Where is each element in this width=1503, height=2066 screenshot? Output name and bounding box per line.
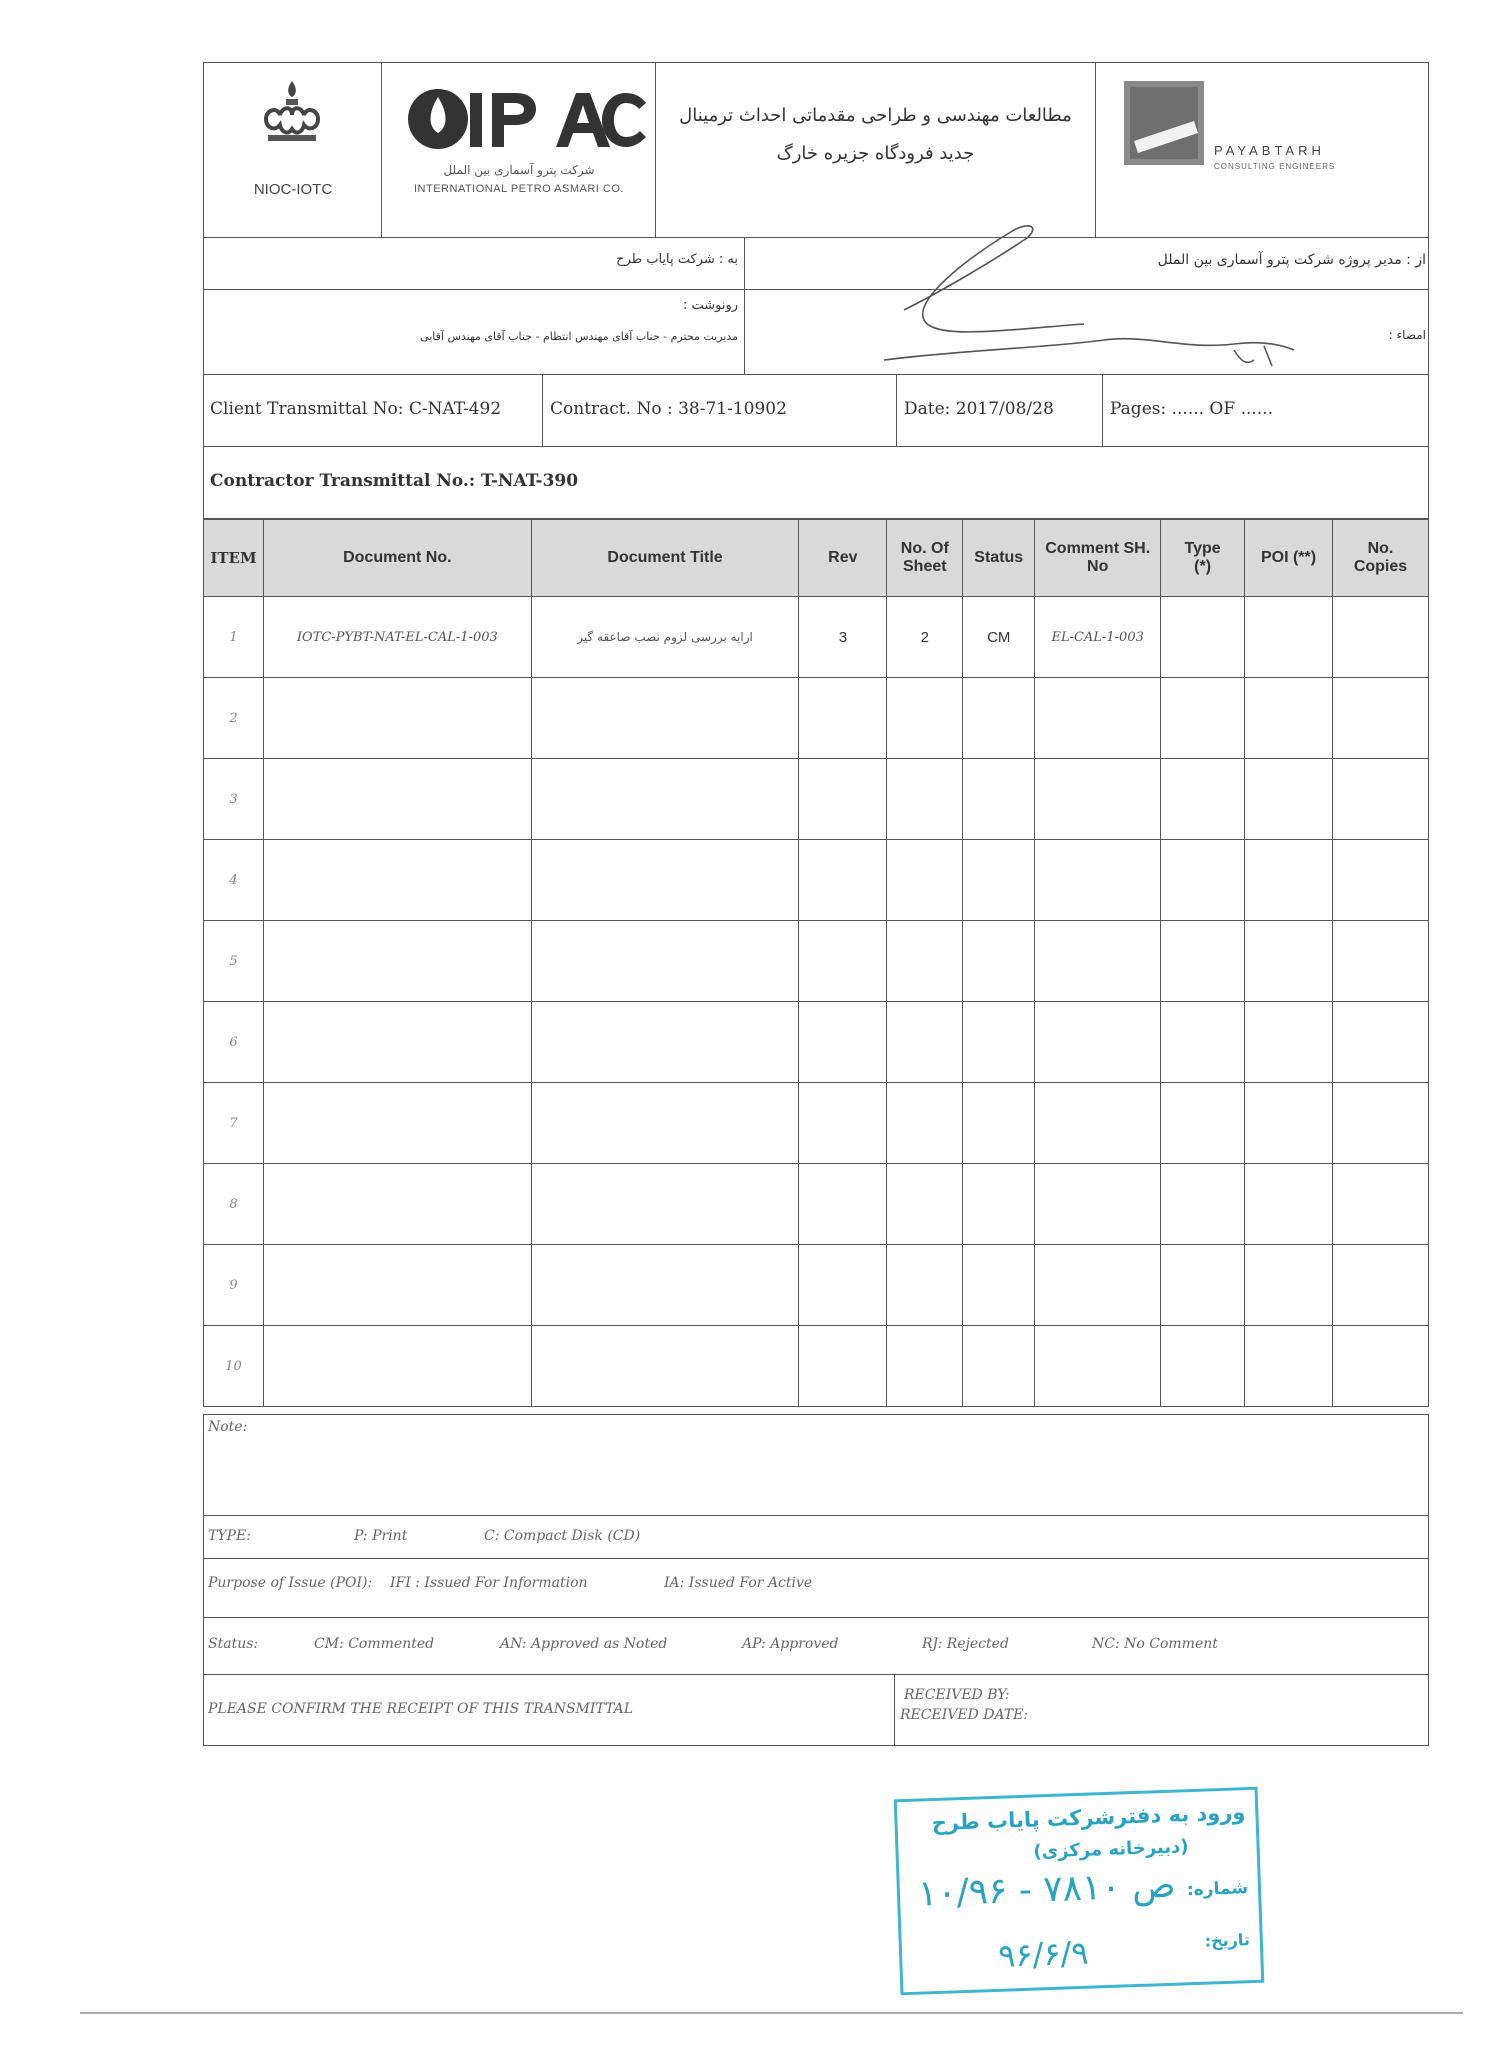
- col-sheets: [887, 520, 963, 597]
- row-document-no: [263, 840, 531, 921]
- nioc-logo-icon: [252, 75, 332, 155]
- received-date: RECEIVED DATE:: [900, 1707, 1029, 1723]
- row-type: [1161, 1326, 1245, 1407]
- stamp-line2: (دبیرخانه مرکزی): [1033, 1836, 1189, 1863]
- row-copies: [1332, 1083, 1428, 1164]
- row-comment: [1035, 678, 1161, 759]
- row-sheets: 2: [887, 597, 963, 678]
- to-field: به : شرکت پایاب طرح: [616, 252, 738, 267]
- row-sheets: [887, 1083, 963, 1164]
- ipac-block: [382, 63, 656, 237]
- row-document-title: [531, 1245, 799, 1326]
- status-an: AN: Approved as Noted: [500, 1636, 668, 1652]
- row-copies: [1332, 921, 1428, 1002]
- row-rev: [799, 921, 887, 1002]
- row-status: [963, 1083, 1035, 1164]
- ipac-name-fa: شرکت پترو آسماری بین الملل: [443, 163, 595, 177]
- row-status: [963, 1164, 1035, 1245]
- type-cd: C: Compact Disk (CD): [484, 1528, 641, 1544]
- row-item: 10: [204, 1326, 264, 1407]
- row-type: [1161, 759, 1245, 840]
- cc-row: [203, 290, 1429, 375]
- row-item: 8: [204, 1164, 264, 1245]
- row-sheets: [887, 759, 963, 840]
- status-nc: NC: No Comment: [1092, 1636, 1218, 1652]
- pages-count: Pages: ...... OF ......: [1110, 399, 1273, 419]
- row-copies: [1332, 1245, 1428, 1326]
- status-ap: AP: Approved: [742, 1636, 839, 1652]
- row-poi: [1245, 921, 1333, 1002]
- row-document-title: [531, 1002, 799, 1083]
- col-comment-line2: No: [1087, 558, 1109, 575]
- note-row: [204, 1415, 1428, 1516]
- row-comment: [1035, 1083, 1161, 1164]
- type-row: [204, 1516, 1428, 1559]
- row-type: [1161, 1164, 1245, 1245]
- project-title: [666, 97, 1085, 173]
- table-header-row: [204, 520, 1429, 597]
- row-sheets: [887, 678, 963, 759]
- reference-row: [203, 375, 1429, 447]
- row-document-title: [531, 759, 799, 840]
- consultant-subtitle: CONSULTING ENGINEERS: [1214, 162, 1336, 171]
- row-status: [963, 1245, 1035, 1326]
- col-type: [1161, 520, 1245, 597]
- consultant-name: PAYABTARH: [1214, 143, 1325, 158]
- row-document-no: IOTC-PYBT-NAT-EL-CAL-1-003: [263, 597, 531, 678]
- row-document-no: [263, 921, 531, 1002]
- row-copies: [1332, 1326, 1428, 1407]
- row-poi: [1245, 840, 1333, 921]
- row-document-title: [531, 840, 799, 921]
- row-poi: [1245, 597, 1333, 678]
- row-document-title: [531, 1326, 799, 1407]
- row-document-title: [531, 1164, 799, 1245]
- row-type: [1161, 921, 1245, 1002]
- row-rev: [799, 1326, 887, 1407]
- page-bottom-rule: [80, 2012, 1463, 2014]
- stamp-number-value: ۱۰/۹۶ - ۷۸۱۰ ص: [917, 1864, 1177, 1915]
- ref-divider-1: [542, 375, 543, 446]
- cc-value: مدیریت محترم - جناب آقای مهندس انتظام - جناب آقای مهندس آقایی: [420, 330, 738, 343]
- row-comment: [1035, 759, 1161, 840]
- row-comment: [1035, 840, 1161, 921]
- payabtarh-logo-icon: [1124, 81, 1204, 165]
- row-sheets: [887, 840, 963, 921]
- row-item: 2: [204, 678, 264, 759]
- type-print: P: Print: [354, 1528, 408, 1544]
- ref-divider-3: [1102, 375, 1103, 446]
- confirm-text: PLEASE CONFIRM THE RECEIPT OF THIS TRANSMITTAL: [208, 1701, 633, 1717]
- row-status: [963, 678, 1035, 759]
- status-row: [204, 1618, 1428, 1675]
- poi-row: [204, 1559, 1428, 1618]
- col-comment: [1035, 520, 1161, 597]
- status-label: Status:: [208, 1636, 259, 1652]
- from-field: از : مدیر پروژه شرکت پترو آسماری بین الملل: [1157, 252, 1426, 268]
- confirm-divider: [894, 1675, 895, 1745]
- contract-number: Contract. No : 38-71-10902: [550, 399, 787, 419]
- nioc-label: NIOC-IOTC: [253, 181, 333, 198]
- documents-table: [203, 519, 1429, 1407]
- signature-label: امضاء :: [1388, 328, 1426, 342]
- row-poi: [1245, 1164, 1333, 1245]
- row-item: 3: [204, 759, 264, 840]
- row-copies: [1332, 678, 1428, 759]
- table-row: [204, 1245, 1429, 1326]
- table-row: [204, 921, 1429, 1002]
- poi-ifi: IFI : Issued For Information: [390, 1575, 588, 1591]
- col-item: ITEM: [204, 520, 264, 597]
- poi-ia: IA: Issued For Active: [664, 1575, 813, 1591]
- status-cm: CM: Commented: [314, 1636, 435, 1652]
- status-rj: RJ: Rejected: [922, 1636, 1009, 1652]
- col-poi: POI (**): [1245, 520, 1333, 597]
- table-row: [204, 1083, 1429, 1164]
- col-sheets-line2: Sheet: [903, 558, 947, 575]
- row-document-title: [531, 921, 799, 1002]
- ipac-name-en: INTERNATIONAL PETRO ASMARI CO.: [414, 183, 624, 195]
- row-comment: [1035, 1002, 1161, 1083]
- col-rev: Rev: [799, 520, 887, 597]
- row-document-title: ارایه بررسی لزوم نصب صاعقه گیر: [531, 597, 799, 678]
- row-status: CM: [963, 597, 1035, 678]
- client-transmittal: Client Transmittal No: C-NAT-492: [210, 399, 502, 419]
- row-poi: [1245, 1083, 1333, 1164]
- address-divider: [744, 238, 745, 289]
- row-type: [1161, 678, 1245, 759]
- row-poi: [1245, 1245, 1333, 1326]
- row-poi: [1245, 1002, 1333, 1083]
- table-row: [204, 678, 1429, 759]
- stamp-date-label: تاریخ:: [1204, 1930, 1251, 1951]
- row-document-title: [531, 678, 799, 759]
- legend-block: [203, 1414, 1429, 1746]
- row-type: [1161, 1245, 1245, 1326]
- row-type: [1161, 1083, 1245, 1164]
- contractor-row: [203, 447, 1429, 519]
- row-document-no: [263, 1002, 531, 1083]
- contractor-transmittal: Contractor Transmittal No.: T-NAT-390: [210, 471, 579, 491]
- ref-divider-2: [896, 375, 897, 446]
- received-by: RECEIVED BY:: [904, 1687, 1010, 1703]
- row-rev: [799, 1245, 887, 1326]
- row-status: [963, 1002, 1035, 1083]
- row-type: [1161, 1002, 1245, 1083]
- table-row: [204, 1326, 1429, 1407]
- row-document-title: [531, 1083, 799, 1164]
- row-status: [963, 759, 1035, 840]
- row-status: [963, 840, 1035, 921]
- row-sheets: [887, 1002, 963, 1083]
- col-copies: [1332, 520, 1428, 597]
- project-title-line2: جدید فرودگاه جزیره خارگ: [776, 143, 975, 164]
- col-copies-line2: Copies: [1353, 558, 1408, 575]
- col-document-title: Document Title: [531, 520, 799, 597]
- row-type: [1161, 840, 1245, 921]
- receipt-stamp: [894, 1787, 1265, 1996]
- row-item: 5: [204, 921, 264, 1002]
- row-comment: [1035, 921, 1161, 1002]
- row-rev: [799, 678, 887, 759]
- table-row: [204, 597, 1429, 678]
- row-sheets: [887, 1326, 963, 1407]
- row-document-no: [263, 1164, 531, 1245]
- row-item: 7: [204, 1083, 264, 1164]
- row-rev: [799, 1002, 887, 1083]
- row-comment: [1035, 1326, 1161, 1407]
- row-item: 6: [204, 1002, 264, 1083]
- transmittal-date: Date: 2017/08/28: [904, 399, 1054, 419]
- row-rev: 3: [799, 597, 887, 678]
- col-type-line2: (*): [1194, 558, 1212, 575]
- row-copies: [1332, 1164, 1428, 1245]
- row-poi: [1245, 678, 1333, 759]
- row-comment: [1035, 1164, 1161, 1245]
- row-comment: EL-CAL-1-003: [1035, 597, 1161, 678]
- stamp-date-value: ۹۶/۶/۹: [997, 1933, 1090, 1975]
- nioc-block: [204, 63, 382, 237]
- row-rev: [799, 1083, 887, 1164]
- col-document-no: Document No.: [263, 520, 531, 597]
- row-item: 9: [204, 1245, 264, 1326]
- row-copies: [1332, 840, 1428, 921]
- handwritten-signature-icon: [764, 200, 1324, 370]
- row-poi: [1245, 759, 1333, 840]
- row-copies: [1332, 759, 1428, 840]
- row-status: [963, 1326, 1035, 1407]
- row-document-no: [263, 678, 531, 759]
- row-rev: [799, 840, 887, 921]
- row-rev: [799, 759, 887, 840]
- row-status: [963, 921, 1035, 1002]
- table-row: [204, 840, 1429, 921]
- row-comment: [1035, 1245, 1161, 1326]
- table-row: [204, 1164, 1429, 1245]
- col-status: Status: [963, 520, 1035, 597]
- col-copies-line1: No.: [1367, 540, 1394, 557]
- project-title-line1: مطالعات مهندسی و طراحی مقدماتی احداث ترمینال: [679, 105, 1072, 126]
- col-comment-line1: Comment SH.: [1045, 540, 1151, 557]
- type-label: TYPE:: [208, 1528, 251, 1544]
- row-document-no: [263, 759, 531, 840]
- row-sheets: [887, 921, 963, 1002]
- stamp-number-label: شماره:: [1186, 1878, 1249, 1901]
- row-rev: [799, 1164, 887, 1245]
- table-row: [204, 759, 1429, 840]
- poi-label: Purpose of Issue (POI):: [208, 1575, 373, 1591]
- cc-label: رونوشت :: [682, 298, 738, 313]
- row-document-no: [263, 1245, 531, 1326]
- col-type-line1: Type: [1184, 540, 1221, 557]
- row-document-no: [263, 1326, 531, 1407]
- row-document-no: [263, 1083, 531, 1164]
- row-type: [1161, 597, 1245, 678]
- col-sheets-line1: No. Of: [900, 540, 949, 557]
- row-poi: [1245, 1326, 1333, 1407]
- row-copies: [1332, 1002, 1428, 1083]
- row-item: 4: [204, 840, 264, 921]
- ipac-logo-icon: [398, 75, 648, 165]
- table-row: [204, 1002, 1429, 1083]
- row-item: 1: [204, 597, 264, 678]
- cc-divider: [744, 290, 745, 374]
- row-copies: [1332, 597, 1428, 678]
- stamp-line1: ورود به دفترشرکت پایاب طرح: [931, 1800, 1246, 1836]
- note-label: Note:: [208, 1419, 248, 1435]
- row-sheets: [887, 1164, 963, 1245]
- confirm-row: [204, 1675, 1428, 1745]
- row-sheets: [887, 1245, 963, 1326]
